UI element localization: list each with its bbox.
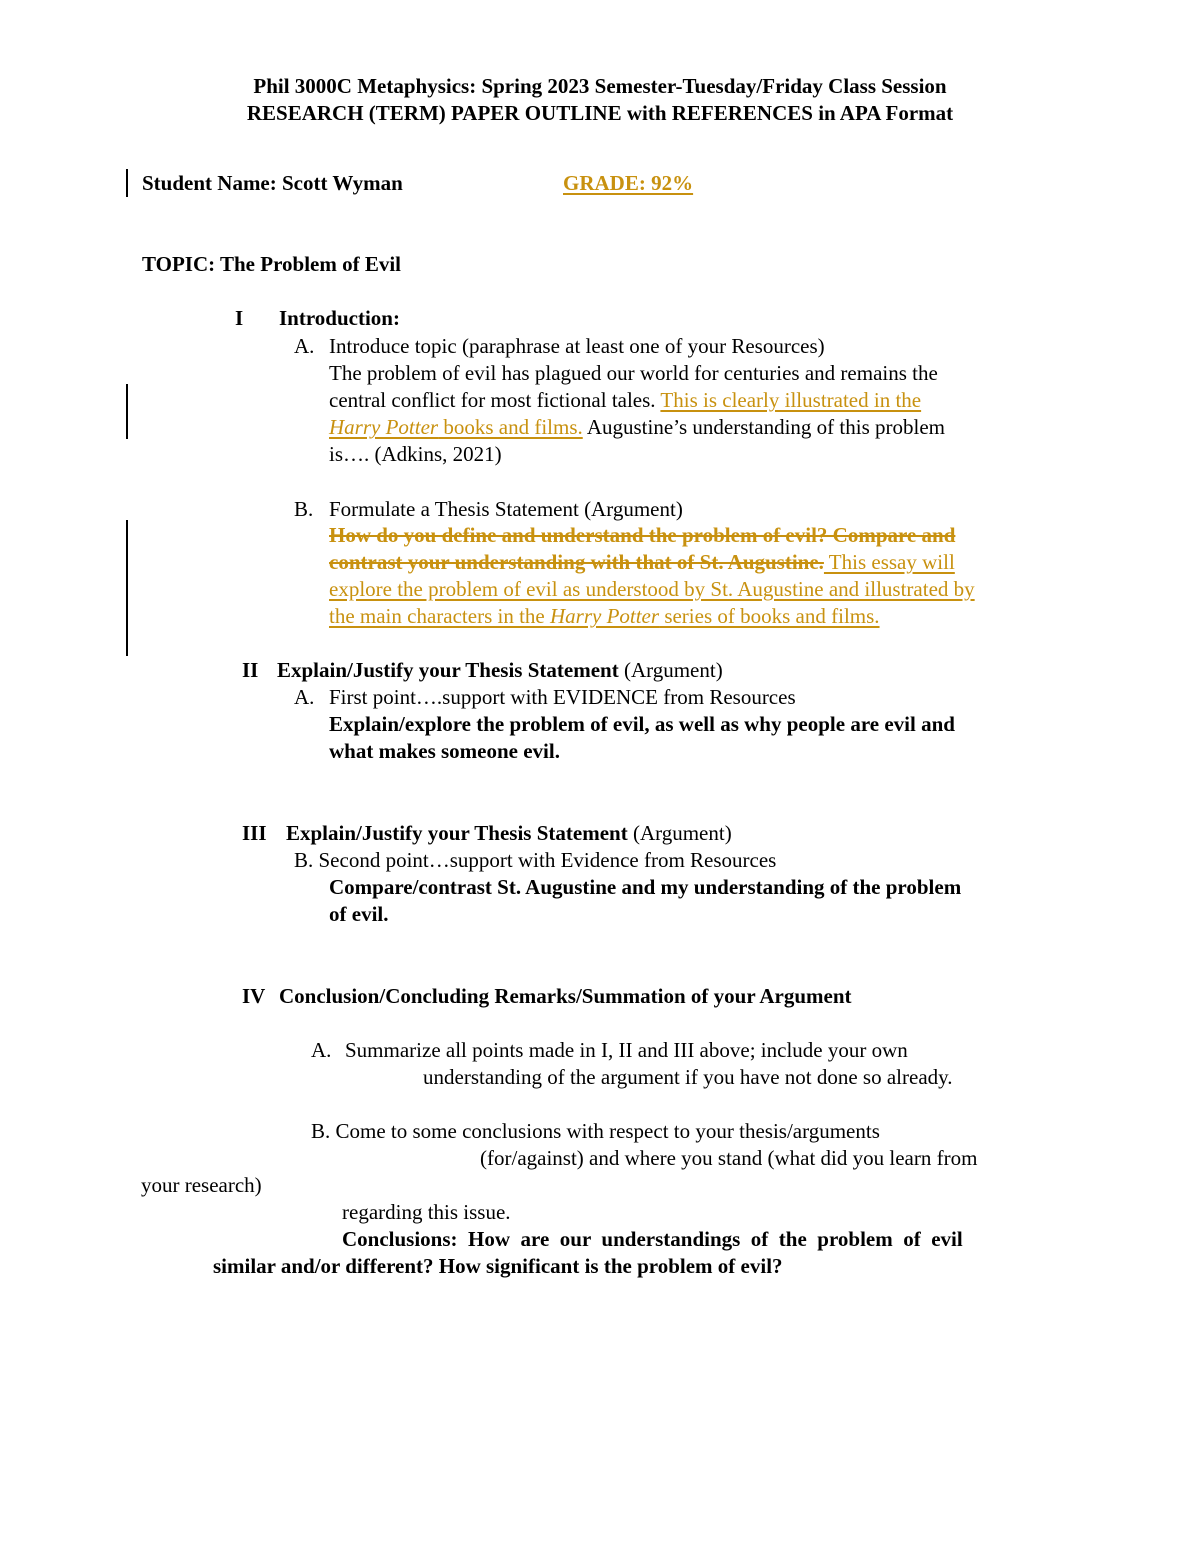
change-bar <box>126 169 128 197</box>
topic: TOPIC: The Problem of Evil <box>142 252 402 276</box>
item-text: B. Second point…support with Evidence from Resources <box>294 848 777 872</box>
item-label: A. <box>294 685 315 709</box>
grade: GRADE: 92% <box>563 171 694 195</box>
book-title: Harry Potter <box>329 415 439 439</box>
inserted-text-part: books and films. <box>438 415 583 439</box>
deleted-text: How do you define and understand the problem of evil? Compare and <box>329 523 956 547</box>
conclusions-text: similar and/or different? How significant is the problem of evil? <box>213 1254 783 1278</box>
item-label: A. <box>294 334 315 358</box>
inserted-text-part: series of books and films. <box>659 604 880 628</box>
item-text: regarding this issue. <box>342 1200 511 1224</box>
section-title <box>277 657 723 684</box>
item-label: B. <box>294 497 314 521</box>
item-text: (for/against) and where you stand (what did you learn from <box>480 1146 978 1170</box>
item-text: Formulate a Thesis Statement (Argument) <box>329 497 683 521</box>
inserted-text: This is clearly illustrated in the <box>660 388 922 412</box>
section-number: II <box>242 658 259 682</box>
section-title: Conclusion/Concluding Remarks/Summation of your Argument <box>279 984 852 1008</box>
inserted-text <box>329 415 583 439</box>
section-title-tail: (Argument) <box>618 658 723 682</box>
section-number: I <box>235 306 244 330</box>
document-title: Phil 3000C Metaphysics: Spring 2023 Semester-Tuesday/Friday Class Session <box>253 74 947 98</box>
body-text <box>329 387 921 414</box>
inserted-text <box>329 603 880 630</box>
body-text <box>329 414 945 441</box>
section-title <box>286 820 732 847</box>
body-text-part: central conflict for most fictional tales. <box>329 388 661 412</box>
item-label: A. <box>311 1038 332 1062</box>
item-text: Summarize all points made in I, II and III above; include your own <box>345 1038 908 1062</box>
body-text: of evil. <box>329 902 389 926</box>
body-text-part: Augustine’s understanding of this problem <box>582 415 945 439</box>
body-text: Explain/explore the problem of evil, as well as why people are evil and <box>329 712 955 736</box>
section-title: Introduction: <box>279 306 400 330</box>
item-text: understanding of the argument if you have not done so already. <box>423 1065 953 1089</box>
section-number: III <box>242 821 267 845</box>
book-title: Harry Potter <box>549 604 660 628</box>
item-text: First point….support with EVIDENCE from Resources <box>329 685 796 709</box>
section-number: IV <box>242 984 266 1008</box>
item-text: Introduce topic (paraphrase at least one of your Resources) <box>329 334 825 358</box>
change-bar <box>126 520 128 656</box>
change-bar <box>126 384 128 439</box>
deleted-text: contrast your understanding with that of St. Augustine. <box>329 550 824 574</box>
section-title-text: Explain/Justify your Thesis Statement <box>277 658 619 682</box>
body-text <box>329 549 955 576</box>
body-text: what makes someone evil. <box>329 739 560 763</box>
conclusions-text: Conclusions: How are our understandings of the problem of evil <box>342 1227 963 1251</box>
inserted-text-part: the main characters in the <box>329 604 550 628</box>
document-subtitle: RESEARCH (TERM) PAPER OUTLINE with REFERENCES in APA Format <box>246 101 954 125</box>
body-text: The problem of evil has plagued our world for centuries and remains the <box>329 361 938 385</box>
student-name: Student Name: Scott Wyman <box>142 171 403 195</box>
inserted-text: explore the problem of evil as understood by St. Augustine and illustrated by <box>329 577 975 601</box>
item-text: your research) <box>141 1173 262 1197</box>
item-text: B. Come to some conclusions with respect to your thesis/arguments <box>311 1119 880 1143</box>
inserted-text: This essay will <box>823 550 955 574</box>
body-text: is…. (Adkins, 2021) <box>329 442 502 466</box>
section-title-text: Explain/Justify your Thesis Statement <box>286 821 628 845</box>
body-text: Compare/contrast St. Augustine and my understanding of the problem <box>329 875 962 899</box>
section-title-tail: (Argument) <box>627 821 732 845</box>
